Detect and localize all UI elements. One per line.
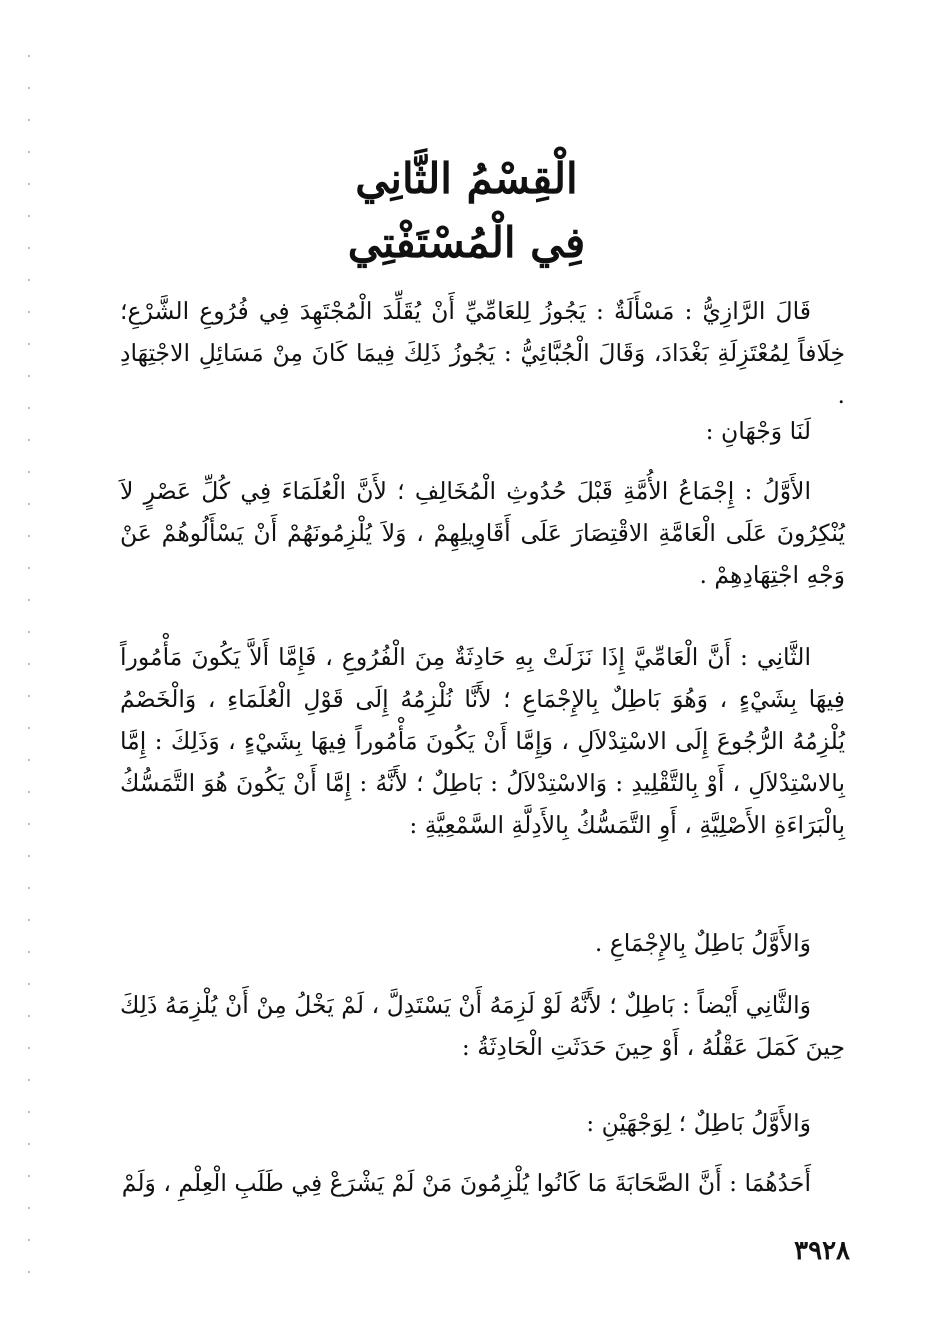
paragraph-text: الثَّانِي : أَنَّ الْعَامِّيَّ إِذَا نَزَلَتْ بِهِ حَادِثَةٌ مِنَ الْفُرُوعِ ، فَإِمَّا أَلاَّ يَكُونَ مَأْمُوراً فِيهَا بِشَيْءٍ ، وَهُوَ بَاطِلٌ بِالإِجْمَاعِ ؛ لأَنَّا نُلْزِمُهُ إِلَى قَوْلِ الْعُلَمَاءِ ، وَالْخَصْمُ يُلْزِمُهُ الرُّجُوعَ إِلَى الاسْتِدْلاَلِ ، وَإِمَّا أَنْ يَكُونَ مَأْمُوراً فِيهَا بِشَيْءٍ ، وَذَلِكَ : إِمَّا بِالاسْتِدْلاَلِ ، أَوْ بِالتَّقْلِيدِ : وَالاسْتِدْلاَلُ : بَاطِلٌ ؛ لأَنَّهُ : إِمَّا أَنْ يَكُونَ هُوَ التَّمَسُّكُ بِالْبَرَاءَةِ الأَصْلِيَّةِ ، أَوِ التَّمَسُّكُ بِالأَدِلَّةِ السَّمْعِيَّةِ : xyxy=(120,643,845,839)
paragraph-text: وَالأَوَّلُ بَاطِلٌ بِالإِجْمَاعِ . xyxy=(594,929,811,957)
paragraph-text: الأَوَّلُ : إِجْمَاعُ الأُمَّةِ قَبْلَ حُدُوثِ الْمُخَالِفِ ؛ لأَنَّ الْعُلَمَاءَ فِي كُلِّ عَصْرٍ لاَ يُنْكِرُونَ عَلَى الْعَامَّةِ الاقْتِصَارَ عَلَى أَقَاوِيلِهِمْ ، وَلاَ يُلْزِمُونَهُمْ أَنْ يَسْأَلُوهُمْ عَنْ وَجْهِ اجْتِهَادِهِمْ . xyxy=(120,477,845,589)
paragraph-first-invalid xyxy=(120,922,845,964)
paragraph-first-two-ways xyxy=(120,1102,845,1144)
paragraph-text: وَالثَّانِي أَيْضاً : بَاطِلٌ ؛ لأَنَّهُ لَوْ لَزِمَهُ أَنْ يَسْتَدِلَّ ، لَمْ يَخْلُ مِنْ أَنْ يُلْزِمَهُ ذَلِكَ حِينَ كَمَلَ عَقْلُهُ ، أَوْ حِينَ حَدَثَتِ الْحَادِثَةُ : xyxy=(120,991,845,1061)
paragraph-second xyxy=(120,636,845,846)
page-number: ٣٩٢٨ xyxy=(794,1236,850,1266)
section-subtitle: فِي الْمُسْتَفْتِي xyxy=(347,218,586,267)
paragraph-intro xyxy=(120,290,845,416)
paragraph-first xyxy=(120,470,845,596)
paragraph-one-of-them xyxy=(120,1162,845,1204)
paragraph-text: أَحَدُهُمَا : أَنَّ الصَّحَابَةَ مَا كَانُوا يُلْزِمُونَ مَنْ لَمْ يَشْرَعْ فِي طَلَبِ الْعِلْمِ ، وَلَمْ xyxy=(121,1169,811,1197)
paragraph-two-ways xyxy=(120,410,845,452)
paragraph-text: وَالأَوَّلُ بَاطِلٌ ؛ لِوَجْهَيْنِ : xyxy=(586,1109,811,1137)
paragraph-text: لَنَا وَجْهَانِ : xyxy=(705,417,811,445)
paragraph-text: قَالَ الرَّازِيُّ : مَسْأَلَةٌ : يَجُوزُ لِلعَامِّيِّ أَنْ يُقَلِّدَ الْمُجْتَهِدَ فِي فُرُوعِ الشَّرْعِ؛ خِلَافاً لِمُعْتَزِلَةِ بَغْدَادَ، وَقَالَ الْجُبَّائِيُّ : يَجُوزُ ذَلِكَ فِيمَا كَانَ مِنْ مَسَائِلِ الاجْتِهَادِ . xyxy=(120,297,845,409)
paragraph-second-invalid xyxy=(120,984,845,1068)
section-title: الْقِسْمُ الثَّانِي xyxy=(355,154,578,203)
